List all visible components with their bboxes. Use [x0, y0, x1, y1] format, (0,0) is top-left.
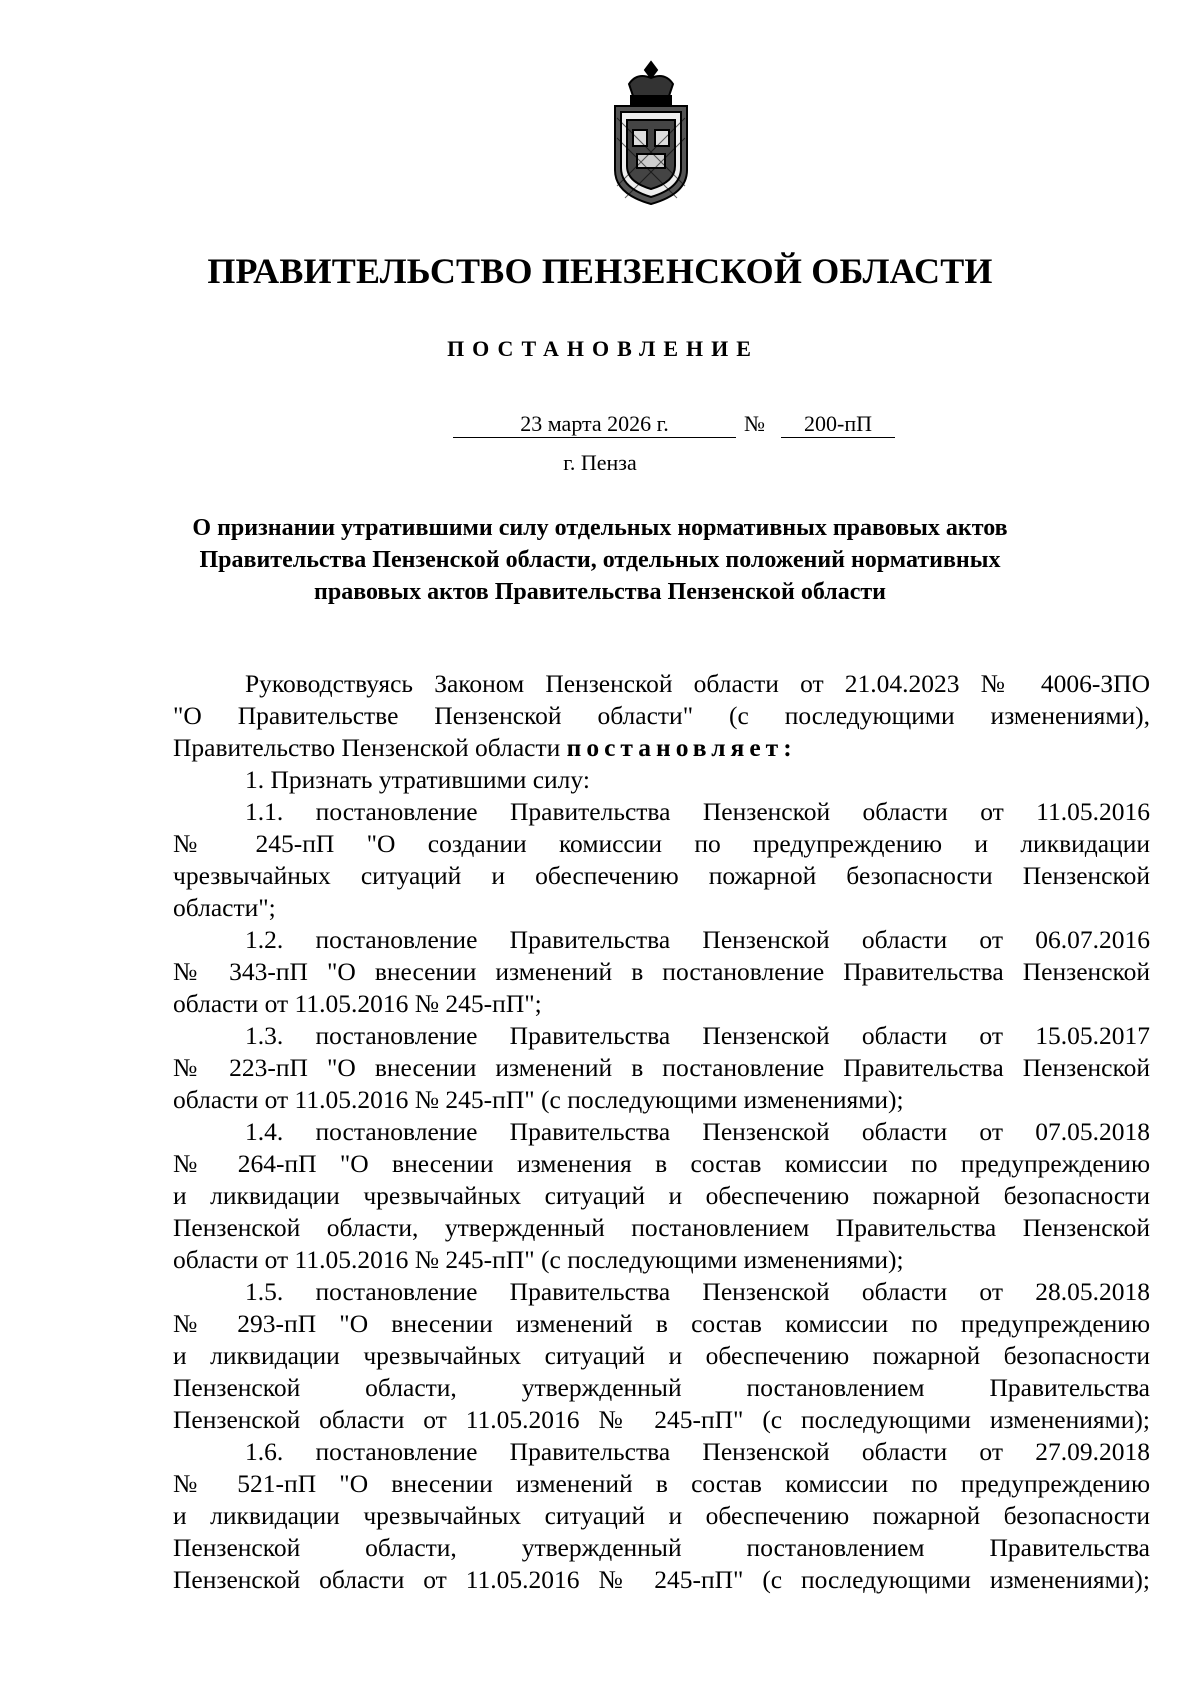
number-sign: № [744, 411, 765, 436]
subject-line: Правительства Пензенской области, отдельных положений нормативных [199, 547, 1001, 573]
item-line: Пензенской области от 11.05.2016 № 245-пП" (с последующими изменениями); [173, 1565, 1150, 1594]
city-of-issue: г. Пенза [563, 450, 637, 475]
item-heading: 1. Признать утратившими силу: [245, 765, 590, 794]
item-line: 1.1. постановление Правительства Пензенской области от 11.05.2016 [245, 797, 1150, 826]
preamble-line: "О Правительстве Пензенской области" (с последующими изменениями), [173, 701, 1150, 730]
subject-line: правовых актов Правительства Пензенской области [314, 579, 886, 605]
item-line: области от 11.05.2016 № 245-пП" (с последующими изменениями); [173, 1085, 904, 1114]
document-date: 23 марта 2026 г. [453, 411, 736, 438]
subject-line: О признании утратившими силу отдельных нормативных правовых актов [192, 515, 1008, 541]
item-line: Пензенской области, утвержденный постановлением Правительства Пензенской [173, 1213, 1150, 1242]
item-line: № 293-пП "О внесении изменений в состав комиссии по предупреждению [173, 1309, 1150, 1338]
preamble-line: Руководствуясь Законом Пензенской области от 21.04.2023 № 4006-ЗПО [245, 669, 1150, 698]
organization-title: ПРАВИТЕЛЬСТВО ПЕНЗЕНСКОЙ ОБЛАСТИ [207, 251, 993, 291]
coat-of-arms-icon [607, 58, 695, 208]
item-line: 1.2. постановление Правительства Пензенской области от 06.07.2016 [245, 925, 1150, 954]
item-line: № 343-пП "О внесении изменений в постановление Правительства Пензенской [173, 957, 1150, 986]
item-line: чрезвычайных ситуаций и обеспечению пожарной безопасности Пензенской [173, 861, 1150, 890]
item-line: № 223-пП "О внесении изменений в постановление Правительства Пензенской [173, 1053, 1150, 1082]
item-line: 1.5. постановление Правительства Пензенской области от 28.05.2018 [245, 1277, 1150, 1306]
item-line: 1.3. постановление Правительства Пензенской области от 15.05.2017 [245, 1021, 1150, 1050]
item-line: № 264-пП "О внесении изменения в состав комиссии по предупреждению [173, 1149, 1150, 1178]
item-line: 1.4. постановление Правительства Пензенской области от 07.05.2018 [245, 1117, 1150, 1146]
item-line: и ликвидации чрезвычайных ситуаций и обеспечению пожарной безопасности [173, 1501, 1150, 1530]
item-line: области"; [173, 893, 276, 922]
item-line: области от 11.05.2016 № 245-пП"; [173, 989, 542, 1018]
item-line: области от 11.05.2016 № 245-пП" (с последующими изменениями); [173, 1245, 904, 1274]
item-line: 1.6. постановление Правительства Пензенской области от 27.09.2018 [245, 1437, 1150, 1466]
item-line: Пензенской области, утвержденный постановлением Правительства [173, 1533, 1150, 1562]
date-number-line [0, 411, 1200, 441]
preamble-line [173, 732, 1150, 764]
item-line: № 521-пП "О внесении изменений в состав комиссии по предупреждению [173, 1469, 1150, 1498]
document-subject [150, 512, 1050, 608]
document-number: 200-пП [781, 411, 895, 438]
item-line: и ликвидации чрезвычайных ситуаций и обеспечению пожарной безопасности [173, 1341, 1150, 1370]
item-line: Пензенской области от 11.05.2016 № 245-пП" (с последующими изменениями); [173, 1405, 1150, 1434]
document-body [173, 668, 1150, 1596]
item-line: № 245-пП "О создании комиссии по предупреждению и ликвидации [173, 829, 1150, 858]
resolves-word: постановляет: [566, 733, 797, 762]
document-type: ПОСТАНОВЛЕНИЕ [447, 336, 759, 361]
item-line: Пензенской области, утвержденный постановлением Правительства [173, 1373, 1150, 1402]
item-line: и ликвидации чрезвычайных ситуаций и обеспечению пожарной безопасности [173, 1181, 1150, 1210]
preamble-text: Правительство Пензенской области [173, 733, 567, 762]
